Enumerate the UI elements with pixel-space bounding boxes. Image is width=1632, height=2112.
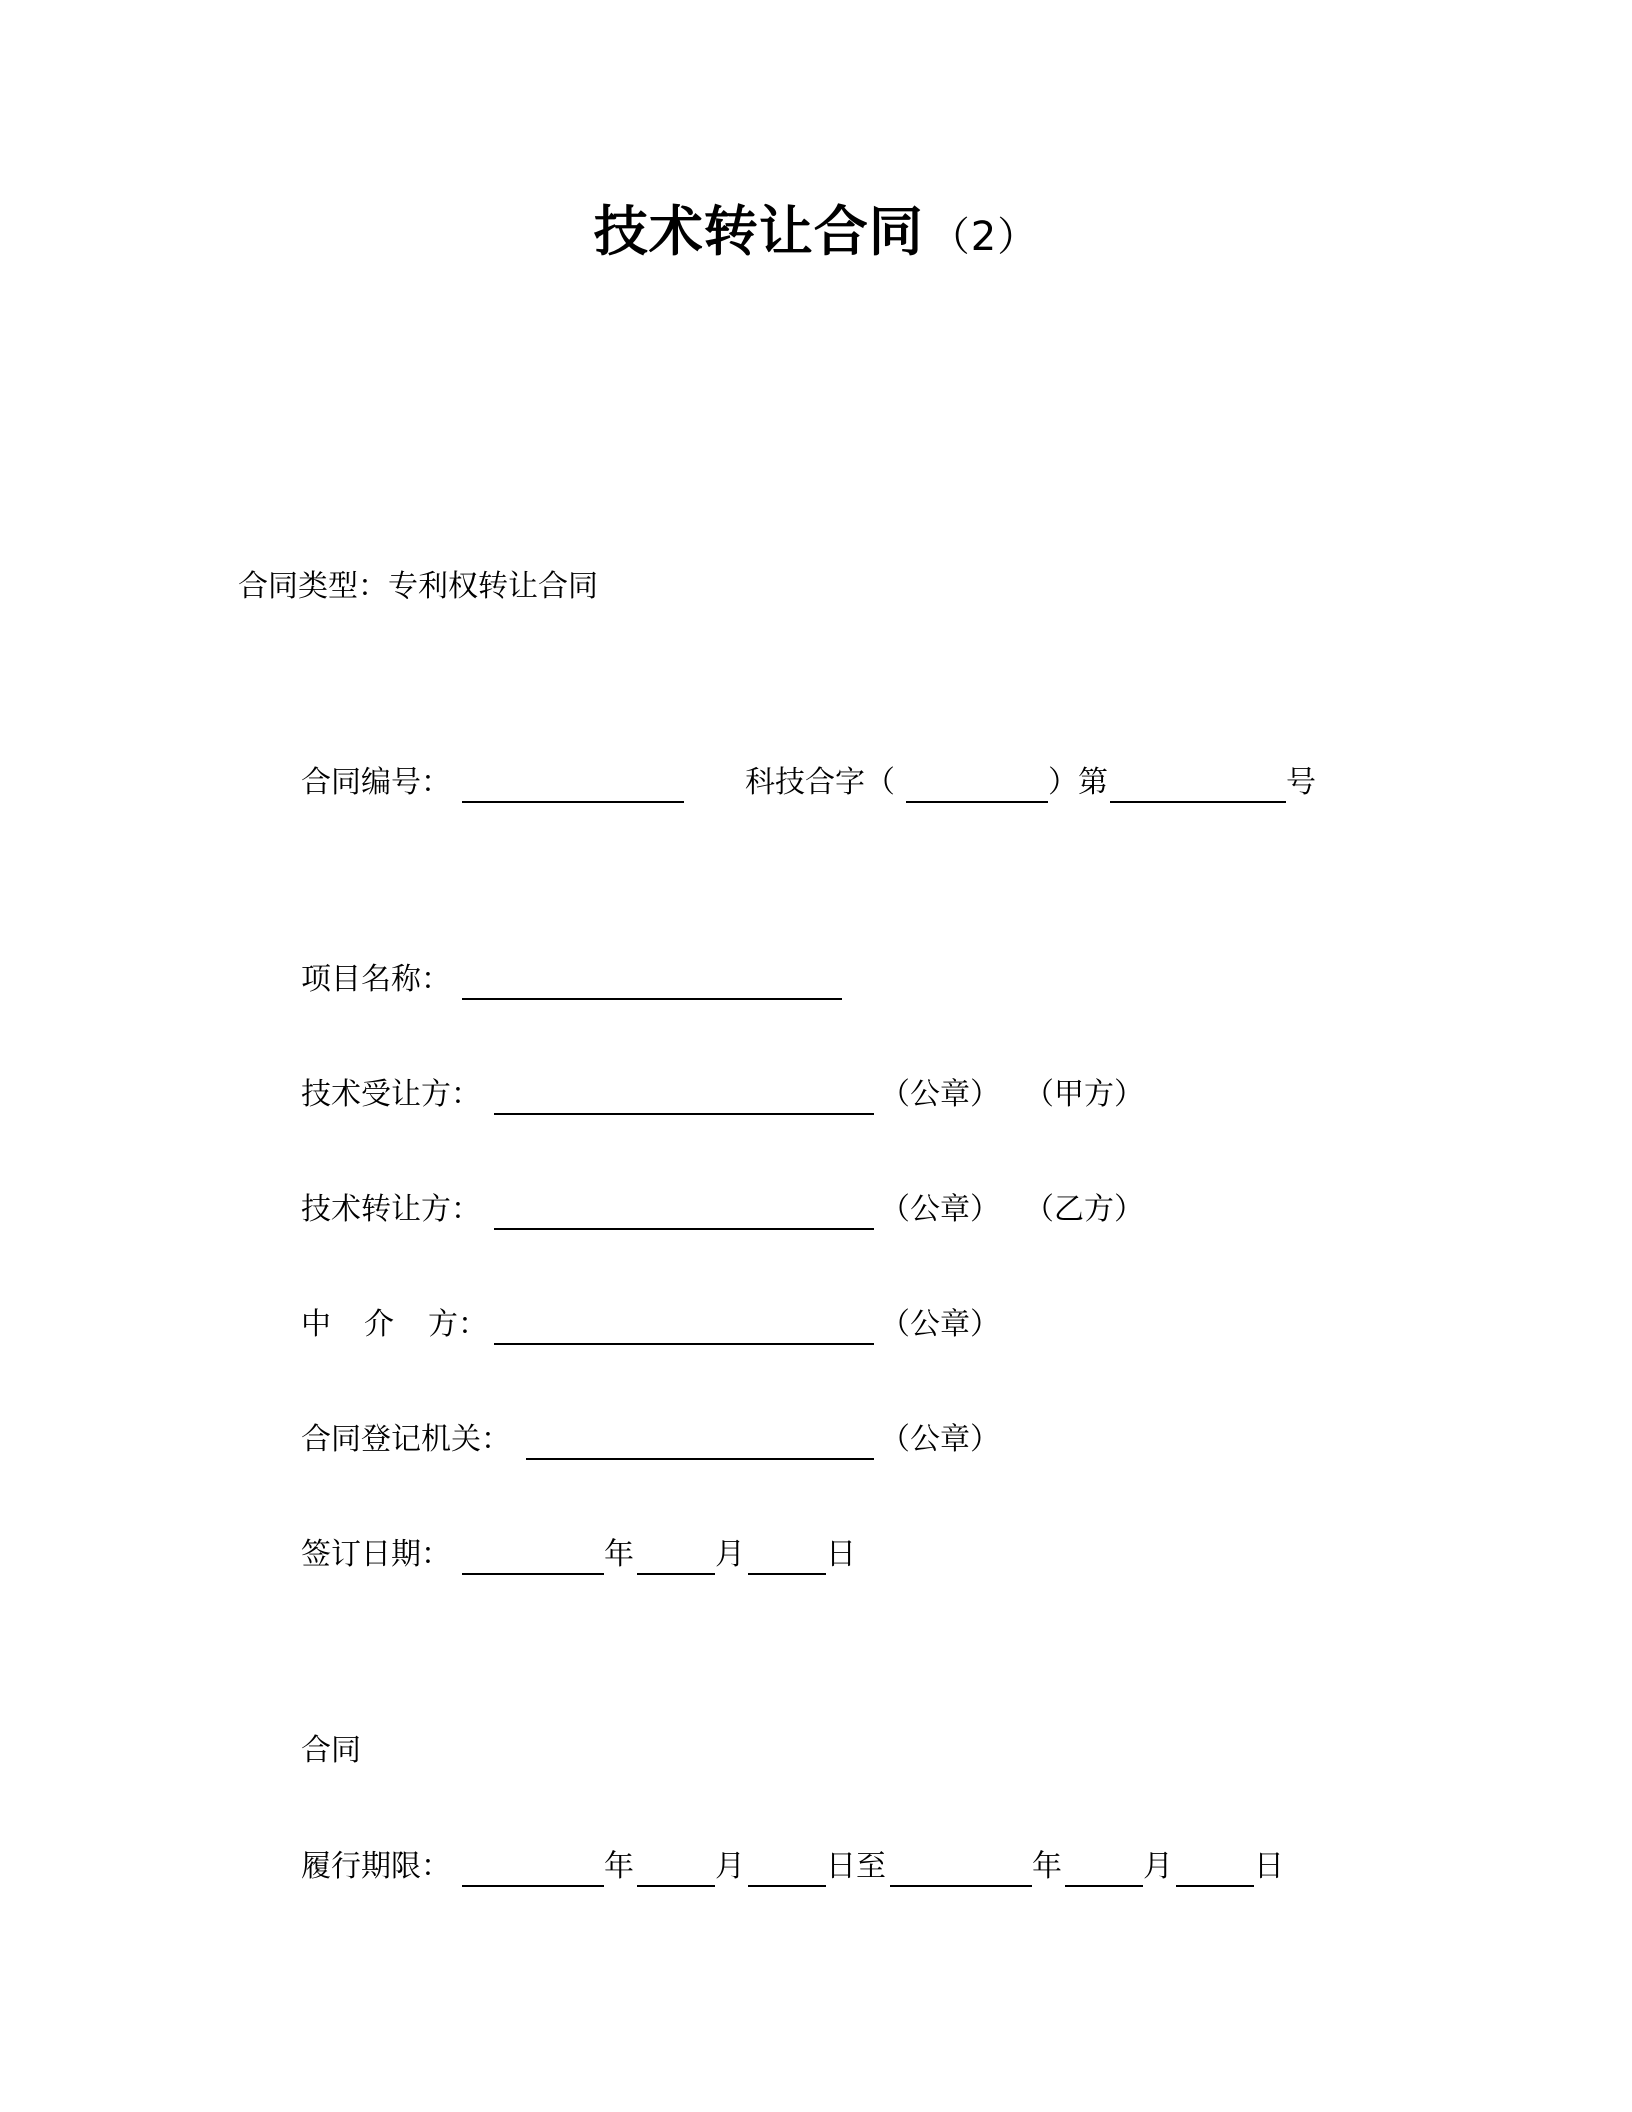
transferor-party: （乙方） — [1024, 1192, 1144, 1227]
transferor-blank[interactable] — [494, 1228, 874, 1230]
registration-blank[interactable] — [526, 1458, 874, 1460]
period-start-year-unit: 年 — [604, 1849, 634, 1884]
transferee-label: 技术受让方： — [301, 1077, 481, 1112]
signing-month-blank[interactable] — [637, 1573, 715, 1575]
intermediary-row — [0, 1305, 1632, 1345]
period-end-day-unit: 日 — [1254, 1849, 1284, 1884]
signing-year-unit: 年 — [604, 1537, 634, 1572]
signing-date-label: 签订日期： — [301, 1537, 451, 1572]
period-end-month-unit: 月 — [1143, 1849, 1173, 1884]
project-name-row — [0, 960, 1632, 1000]
intermediary-label-3: 方： — [428, 1307, 488, 1342]
signing-year-blank[interactable] — [462, 1573, 604, 1575]
page-title — [0, 196, 1632, 273]
transferee-row — [0, 1075, 1632, 1115]
registration-label: 合同登记机关： — [301, 1422, 511, 1457]
period-start-day-to: 日至 — [826, 1849, 886, 1884]
transferor-label: 技术转让方： — [301, 1192, 481, 1227]
period-end-year-unit: 年 — [1032, 1849, 1062, 1884]
signing-day-blank[interactable] — [748, 1573, 826, 1575]
project-name-blank[interactable] — [462, 998, 842, 1000]
period-start-year-blank[interactable] — [462, 1885, 604, 1887]
period-end-month-blank[interactable] — [1065, 1885, 1143, 1887]
contract-number-end: 号 — [1286, 765, 1316, 800]
contract-number-seq-blank[interactable] — [1110, 801, 1286, 803]
contract-number-close: ）第 — [1048, 765, 1108, 800]
project-name-label: 项目名称： — [301, 962, 451, 997]
signing-month-unit: 月 — [715, 1537, 745, 1572]
transferee-blank[interactable] — [494, 1113, 874, 1115]
intermediary-blank[interactable] — [494, 1343, 874, 1345]
transferee-party: （甲方） — [1024, 1077, 1144, 1112]
contract-type-label: 合同类型： — [238, 569, 388, 604]
transferor-row — [0, 1190, 1632, 1230]
contract-number-blank[interactable] — [462, 801, 684, 803]
transferor-seal: （公章） — [880, 1192, 1000, 1227]
contract-number-row — [0, 763, 1632, 803]
period-start-day-blank[interactable] — [748, 1885, 826, 1887]
intermediary-label-2: 介 — [364, 1307, 394, 1342]
contract-heading — [301, 1731, 361, 1771]
contract-heading-text: 合同 — [301, 1733, 361, 1768]
period-end-year-blank[interactable] — [890, 1885, 1032, 1887]
contract-type-value: 专利权转让合同 — [388, 569, 598, 604]
contract-type-row — [238, 567, 598, 607]
registration-seal: （公章） — [880, 1422, 1000, 1457]
contract-number-year-blank[interactable] — [906, 801, 1048, 803]
period-start-month-unit: 月 — [715, 1849, 745, 1884]
registration-row — [0, 1420, 1632, 1460]
title-text: 技术转让合同 — [593, 200, 924, 263]
transferee-seal: （公章） — [880, 1077, 1000, 1112]
intermediary-label-1: 中 — [301, 1307, 331, 1342]
period-end-day-blank[interactable] — [1176, 1885, 1254, 1887]
intermediary-seal: （公章） — [880, 1307, 1000, 1342]
contract-number-mid: 科技合字（ — [745, 765, 895, 800]
signing-date-row — [0, 1535, 1632, 1575]
title-suffix: （2） — [929, 214, 1039, 260]
performance-period-row — [0, 1847, 1632, 1887]
period-start-month-blank[interactable] — [637, 1885, 715, 1887]
performance-period-label: 履行期限： — [301, 1849, 451, 1884]
contract-number-label: 合同编号： — [301, 765, 451, 800]
signing-day-unit: 日 — [826, 1537, 856, 1572]
